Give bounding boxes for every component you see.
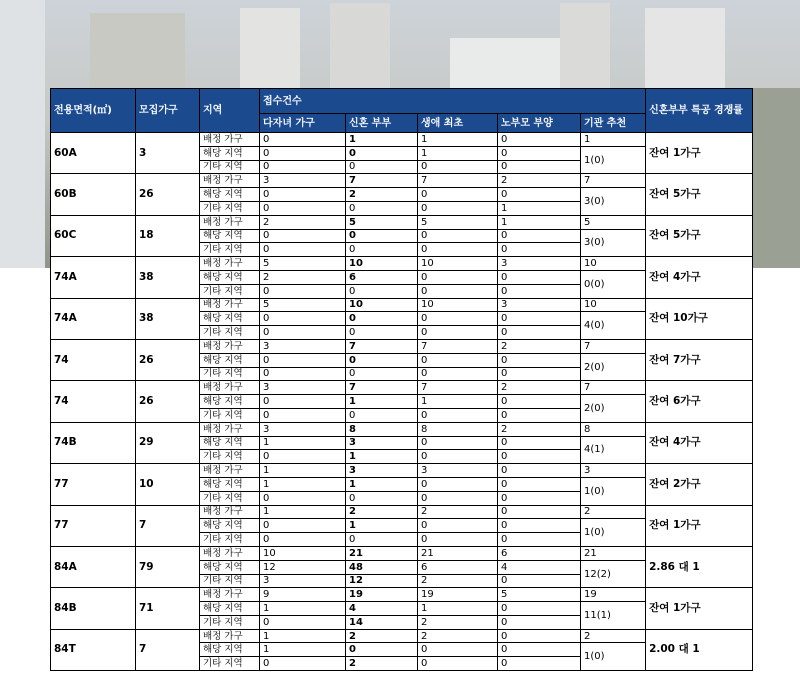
multi-child-cell: 12	[260, 560, 346, 574]
agency-applied-cell: 11(1)	[581, 602, 646, 630]
elderly-cell: 0	[498, 353, 581, 367]
elderly-cell: 0	[498, 160, 581, 174]
elderly-cell: 0	[498, 533, 581, 547]
result-cell: 잔여 4가구	[646, 257, 753, 298]
first-time-cell: 7	[418, 174, 498, 188]
area-cell: 84A	[51, 546, 136, 587]
first-time-cell: 1	[418, 395, 498, 409]
first-time-cell: 1	[418, 146, 498, 160]
multi-child-cell: 0	[260, 533, 346, 547]
newlywed-cell: 0	[346, 160, 418, 174]
elderly-cell: 5	[498, 588, 581, 602]
supply-cell: 7	[136, 505, 200, 546]
agency-allocated-cell: 5	[581, 215, 646, 229]
newlywed-cell: 8	[346, 422, 418, 436]
elderly-cell: 0	[498, 602, 581, 616]
multi-child-cell: 0	[260, 408, 346, 422]
region-label-cell: 배정 가구	[200, 546, 260, 560]
header-result: 신혼부부 특공 경쟁률	[646, 89, 753, 133]
newlywed-cell: 2	[346, 657, 418, 671]
agency-applied-cell: 1(0)	[581, 643, 646, 671]
multi-child-cell: 0	[260, 326, 346, 340]
result-cell: 잔여 1가구	[646, 505, 753, 546]
region-label-cell: 해당 지역	[200, 312, 260, 326]
elderly-cell: 0	[498, 284, 581, 298]
region-label-cell: 해당 지역	[200, 270, 260, 284]
first-time-cell: 0	[418, 284, 498, 298]
multi-child-cell: 0	[260, 491, 346, 505]
result-cell: 잔여 2가구	[646, 464, 753, 505]
header-multi-child: 다자녀 가구	[260, 114, 346, 133]
result-cell: 잔여 1가구	[646, 588, 753, 629]
newlywed-cell: 4	[346, 602, 418, 616]
first-time-cell: 2	[418, 505, 498, 519]
region-label-cell: 배정 가구	[200, 298, 260, 312]
area-cell: 74A	[51, 257, 136, 298]
first-time-cell: 0	[418, 519, 498, 533]
elderly-cell: 0	[498, 146, 581, 160]
multi-child-cell: 1	[260, 436, 346, 450]
supply-cell: 26	[136, 174, 200, 215]
newlywed-cell: 1	[346, 519, 418, 533]
first-time-cell: 0	[418, 367, 498, 381]
region-label-cell: 해당 지역	[200, 477, 260, 491]
area-cell: 77	[51, 464, 136, 505]
supply-cell: 38	[136, 298, 200, 339]
special-supply-table-wrapper	[50, 88, 752, 671]
elderly-cell: 0	[498, 133, 581, 147]
header-area: 전용면적(㎡)	[51, 89, 136, 133]
region-label-cell: 배정 가구	[200, 133, 260, 147]
region-label-cell: 해당 지역	[200, 229, 260, 243]
newlywed-cell: 0	[346, 491, 418, 505]
first-time-cell: 2	[418, 629, 498, 643]
agency-applied-cell: 0(0)	[581, 270, 646, 298]
elderly-cell: 0	[498, 491, 581, 505]
multi-child-cell: 0	[260, 243, 346, 257]
newlywed-cell: 19	[346, 588, 418, 602]
agency-applied-cell: 3(0)	[581, 188, 646, 216]
first-time-cell: 0	[418, 477, 498, 491]
agency-allocated-cell: 7	[581, 339, 646, 353]
newlywed-cell: 1	[346, 395, 418, 409]
agency-allocated-cell: 2	[581, 629, 646, 643]
result-cell: 잔여 10가구	[646, 298, 753, 339]
newlywed-cell: 7	[346, 381, 418, 395]
elderly-cell: 0	[498, 657, 581, 671]
supply-cell: 71	[136, 588, 200, 629]
table-row	[51, 381, 753, 395]
elderly-cell: 0	[498, 270, 581, 284]
agency-applied-cell: 4(0)	[581, 312, 646, 340]
elderly-cell: 1	[498, 201, 581, 215]
newlywed-cell: 0	[346, 284, 418, 298]
header-newlywed: 신혼 부부	[346, 114, 418, 133]
newlywed-cell: 7	[346, 174, 418, 188]
multi-child-cell: 9	[260, 588, 346, 602]
elderly-cell: 4	[498, 560, 581, 574]
first-time-cell: 0	[418, 270, 498, 284]
multi-child-cell: 3	[260, 174, 346, 188]
area-cell: 84T	[51, 629, 136, 670]
elderly-cell: 0	[498, 615, 581, 629]
header-first-time: 생애 최초	[418, 114, 498, 133]
table-body	[51, 133, 753, 671]
newlywed-cell: 12	[346, 574, 418, 588]
newlywed-cell: 5	[346, 215, 418, 229]
newlywed-cell: 1	[346, 450, 418, 464]
region-label-cell: 배정 가구	[200, 588, 260, 602]
area-cell: 60B	[51, 174, 136, 215]
region-label-cell: 배정 가구	[200, 422, 260, 436]
result-cell: 2.86 대 1	[646, 546, 753, 587]
agency-allocated-cell: 10	[581, 298, 646, 312]
table-row	[51, 588, 753, 602]
region-label-cell: 기타 지역	[200, 326, 260, 340]
first-time-cell: 1	[418, 602, 498, 616]
multi-child-cell: 0	[260, 450, 346, 464]
elderly-cell: 3	[498, 298, 581, 312]
first-time-cell: 0	[418, 657, 498, 671]
first-time-cell: 0	[418, 326, 498, 340]
first-time-cell: 0	[418, 353, 498, 367]
area-cell: 74A	[51, 298, 136, 339]
area-cell: 60C	[51, 215, 136, 256]
first-time-cell: 0	[418, 160, 498, 174]
multi-child-cell: 0	[260, 133, 346, 147]
first-time-cell: 10	[418, 257, 498, 271]
agency-allocated-cell: 7	[581, 174, 646, 188]
newlywed-cell: 0	[346, 243, 418, 257]
region-label-cell: 해당 지역	[200, 436, 260, 450]
region-label-cell: 배정 가구	[200, 464, 260, 478]
region-label-cell: 배정 가구	[200, 505, 260, 519]
supply-cell: 10	[136, 464, 200, 505]
table-row	[51, 546, 753, 560]
multi-child-cell: 0	[260, 160, 346, 174]
newlywed-cell: 0	[346, 312, 418, 326]
elderly-cell: 0	[498, 450, 581, 464]
header-applications: 접수건수	[260, 89, 646, 114]
header-region: 지역	[200, 89, 260, 133]
region-label-cell: 기타 지역	[200, 574, 260, 588]
first-time-cell: 0	[418, 312, 498, 326]
elderly-cell: 2	[498, 339, 581, 353]
newlywed-cell: 0	[346, 229, 418, 243]
newlywed-cell: 0	[346, 146, 418, 160]
elderly-cell: 0	[498, 243, 581, 257]
multi-child-cell: 1	[260, 477, 346, 491]
first-time-cell: 2	[418, 574, 498, 588]
newlywed-cell: 1	[346, 477, 418, 491]
agency-applied-cell: 2(0)	[581, 395, 646, 423]
elderly-cell: 2	[498, 174, 581, 188]
region-label-cell: 배정 가구	[200, 629, 260, 643]
newlywed-cell: 48	[346, 560, 418, 574]
elderly-cell: 6	[498, 546, 581, 560]
supply-cell: 3	[136, 133, 200, 174]
region-label-cell: 배정 가구	[200, 257, 260, 271]
elderly-cell: 0	[498, 505, 581, 519]
newlywed-cell: 0	[346, 533, 418, 547]
elderly-cell: 0	[498, 477, 581, 491]
multi-child-cell: 0	[260, 201, 346, 215]
table-row	[51, 339, 753, 353]
region-label-cell: 기타 지역	[200, 160, 260, 174]
agency-allocated-cell: 3	[581, 464, 646, 478]
region-label-cell: 기타 지역	[200, 201, 260, 215]
first-time-cell: 5	[418, 215, 498, 229]
result-cell: 잔여 5가구	[646, 174, 753, 215]
result-cell: 잔여 7가구	[646, 339, 753, 380]
first-time-cell: 0	[418, 533, 498, 547]
elderly-cell: 0	[498, 188, 581, 202]
agency-applied-cell: 1(0)	[581, 146, 646, 174]
first-time-cell: 0	[418, 201, 498, 215]
table-row	[51, 464, 753, 478]
multi-child-cell: 0	[260, 188, 346, 202]
elderly-cell: 0	[498, 408, 581, 422]
first-time-cell: 0	[418, 243, 498, 257]
supply-cell: 79	[136, 546, 200, 587]
newlywed-cell: 3	[346, 464, 418, 478]
multi-child-cell: 2	[260, 215, 346, 229]
agency-applied-cell: 4(1)	[581, 436, 646, 464]
newlywed-cell: 0	[346, 201, 418, 215]
first-time-cell: 0	[418, 491, 498, 505]
region-label-cell: 기타 지역	[200, 367, 260, 381]
multi-child-cell: 5	[260, 257, 346, 271]
supply-cell: 7	[136, 629, 200, 670]
table-row	[51, 298, 753, 312]
agency-applied-cell: 2(0)	[581, 353, 646, 381]
region-label-cell: 해당 지역	[200, 643, 260, 657]
first-time-cell: 21	[418, 546, 498, 560]
elderly-cell: 0	[498, 326, 581, 340]
agency-allocated-cell: 10	[581, 257, 646, 271]
region-label-cell: 기타 지역	[200, 615, 260, 629]
multi-child-cell: 1	[260, 464, 346, 478]
newlywed-cell: 0	[346, 367, 418, 381]
multi-child-cell: 0	[260, 367, 346, 381]
region-label-cell: 해당 지역	[200, 560, 260, 574]
agency-allocated-cell: 21	[581, 546, 646, 560]
region-label-cell: 해당 지역	[200, 602, 260, 616]
table-row	[51, 257, 753, 271]
first-time-cell: 0	[418, 229, 498, 243]
multi-child-cell: 3	[260, 381, 346, 395]
area-cell: 60A	[51, 133, 136, 174]
newlywed-cell: 0	[346, 408, 418, 422]
agency-allocated-cell: 2	[581, 505, 646, 519]
region-label-cell: 기타 지역	[200, 408, 260, 422]
agency-allocated-cell: 19	[581, 588, 646, 602]
area-cell: 74	[51, 381, 136, 422]
first-time-cell: 0	[418, 188, 498, 202]
first-time-cell: 2	[418, 615, 498, 629]
header-agency: 기관 추천	[581, 114, 646, 133]
area-cell: 77	[51, 505, 136, 546]
multi-child-cell: 0	[260, 353, 346, 367]
elderly-cell: 0	[498, 229, 581, 243]
newlywed-cell: 21	[346, 546, 418, 560]
newlywed-cell: 7	[346, 339, 418, 353]
multi-child-cell: 1	[260, 643, 346, 657]
table-row	[51, 215, 753, 229]
table-row	[51, 422, 753, 436]
region-label-cell: 해당 지역	[200, 519, 260, 533]
area-cell: 74B	[51, 422, 136, 463]
newlywed-cell: 2	[346, 505, 418, 519]
newlywed-cell: 2	[346, 629, 418, 643]
multi-child-cell: 3	[260, 574, 346, 588]
multi-child-cell: 0	[260, 284, 346, 298]
region-label-cell: 기타 지역	[200, 450, 260, 464]
newlywed-cell: 0	[346, 353, 418, 367]
supply-cell: 18	[136, 215, 200, 256]
elderly-cell: 0	[498, 436, 581, 450]
multi-child-cell: 10	[260, 546, 346, 560]
result-cell: 잔여 1가구	[646, 133, 753, 174]
region-label-cell: 배정 가구	[200, 215, 260, 229]
region-label-cell: 기타 지역	[200, 657, 260, 671]
multi-child-cell: 5	[260, 298, 346, 312]
newlywed-cell: 0	[346, 326, 418, 340]
first-time-cell: 0	[418, 450, 498, 464]
elderly-cell: 1	[498, 215, 581, 229]
multi-child-cell: 0	[260, 395, 346, 409]
table-row	[51, 174, 753, 188]
agency-applied-cell: 3(0)	[581, 229, 646, 257]
region-label-cell: 해당 지역	[200, 353, 260, 367]
agency-applied-cell: 1(0)	[581, 519, 646, 547]
elderly-cell: 0	[498, 464, 581, 478]
region-label-cell: 해당 지역	[200, 188, 260, 202]
result-cell: 2.00 대 1	[646, 629, 753, 670]
result-cell: 잔여 4가구	[646, 422, 753, 463]
first-time-cell: 3	[418, 464, 498, 478]
elderly-cell: 2	[498, 381, 581, 395]
region-label-cell: 해당 지역	[200, 146, 260, 160]
elderly-cell: 2	[498, 422, 581, 436]
multi-child-cell: 0	[260, 615, 346, 629]
elderly-cell: 0	[498, 367, 581, 381]
header-elderly-parents: 노부모 부양	[498, 114, 581, 133]
region-label-cell: 기타 지역	[200, 243, 260, 257]
agency-allocated-cell: 1	[581, 133, 646, 147]
agency-applied-cell: 12(2)	[581, 560, 646, 588]
first-time-cell: 0	[418, 408, 498, 422]
table-row	[51, 505, 753, 519]
newlywed-cell: 0	[346, 643, 418, 657]
newlywed-cell: 2	[346, 188, 418, 202]
region-label-cell: 기타 지역	[200, 284, 260, 298]
supply-cell: 38	[136, 257, 200, 298]
newlywed-cell: 10	[346, 298, 418, 312]
area-cell: 74	[51, 339, 136, 380]
supply-cell: 26	[136, 381, 200, 422]
multi-child-cell: 0	[260, 519, 346, 533]
newlywed-cell: 14	[346, 615, 418, 629]
region-label-cell: 기타 지역	[200, 533, 260, 547]
agency-allocated-cell: 7	[581, 381, 646, 395]
multi-child-cell: 0	[260, 657, 346, 671]
elderly-cell: 0	[498, 395, 581, 409]
multi-child-cell: 0	[260, 229, 346, 243]
supply-cell: 29	[136, 422, 200, 463]
region-label-cell: 배정 가구	[200, 381, 260, 395]
elderly-cell: 0	[498, 519, 581, 533]
elderly-cell: 0	[498, 574, 581, 588]
multi-child-cell: 2	[260, 270, 346, 284]
result-cell: 잔여 5가구	[646, 215, 753, 256]
newlywed-cell: 10	[346, 257, 418, 271]
supply-cell: 26	[136, 339, 200, 380]
region-label-cell: 배정 가구	[200, 339, 260, 353]
elderly-cell: 3	[498, 257, 581, 271]
elderly-cell: 0	[498, 643, 581, 657]
header-supply: 모집가구	[136, 89, 200, 133]
multi-child-cell: 3	[260, 339, 346, 353]
table-row	[51, 629, 753, 643]
first-time-cell: 0	[418, 643, 498, 657]
region-label-cell: 기타 지역	[200, 491, 260, 505]
multi-child-cell: 0	[260, 146, 346, 160]
newlywed-cell: 1	[346, 133, 418, 147]
special-supply-table	[50, 88, 753, 671]
multi-child-cell: 0	[260, 312, 346, 326]
newlywed-cell: 6	[346, 270, 418, 284]
table-row	[51, 133, 753, 147]
elderly-cell: 0	[498, 312, 581, 326]
region-label-cell: 해당 지역	[200, 395, 260, 409]
result-cell: 잔여 6가구	[646, 381, 753, 422]
region-label-cell: 배정 가구	[200, 174, 260, 188]
multi-child-cell: 1	[260, 505, 346, 519]
multi-child-cell: 3	[260, 422, 346, 436]
first-time-cell: 10	[418, 298, 498, 312]
first-time-cell: 1	[418, 133, 498, 147]
first-time-cell: 6	[418, 560, 498, 574]
first-time-cell: 7	[418, 381, 498, 395]
multi-child-cell: 1	[260, 602, 346, 616]
first-time-cell: 8	[418, 422, 498, 436]
multi-child-cell: 1	[260, 629, 346, 643]
first-time-cell: 0	[418, 436, 498, 450]
first-time-cell: 7	[418, 339, 498, 353]
area-cell: 84B	[51, 588, 136, 629]
newlywed-cell: 3	[346, 436, 418, 450]
first-time-cell: 19	[418, 588, 498, 602]
agency-allocated-cell: 8	[581, 422, 646, 436]
elderly-cell: 0	[498, 629, 581, 643]
agency-applied-cell: 1(0)	[581, 477, 646, 505]
